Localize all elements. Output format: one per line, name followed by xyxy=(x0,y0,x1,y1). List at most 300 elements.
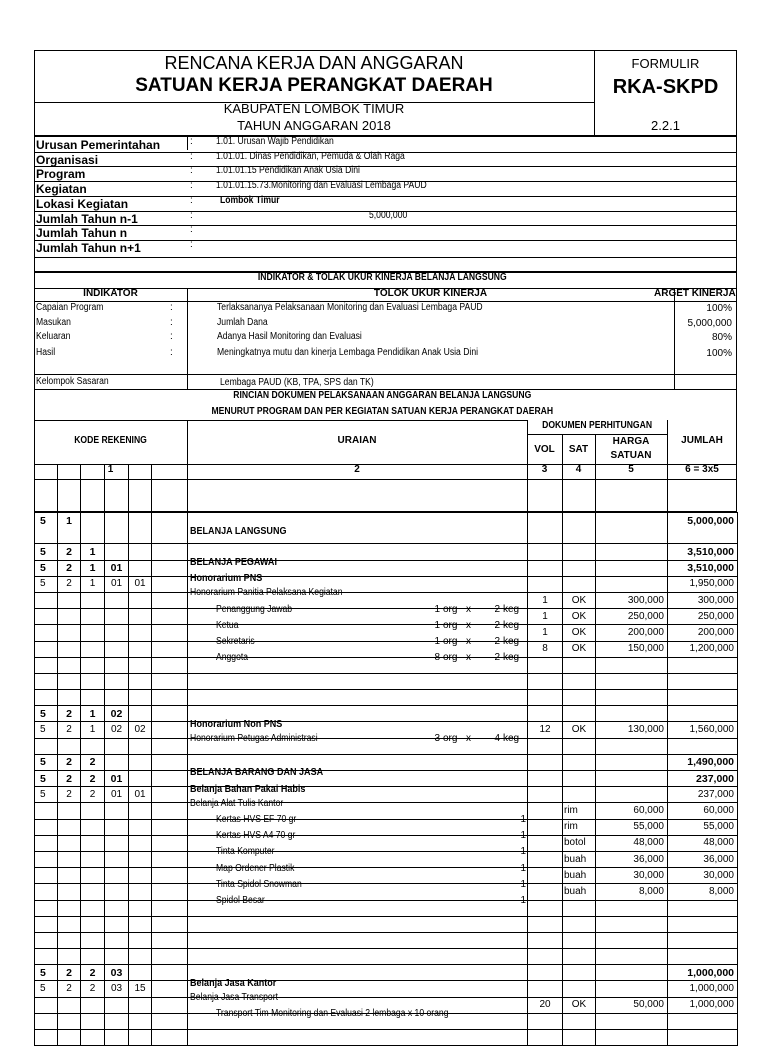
kode-cell: 5 xyxy=(35,771,58,787)
kode-cell xyxy=(129,528,152,544)
sat-cell xyxy=(563,965,596,981)
kode-cell xyxy=(129,1030,152,1046)
kode-cell xyxy=(35,868,58,884)
harga-cell: 200,000 xyxy=(596,625,668,641)
kode-cell xyxy=(152,771,188,787)
unit-2: keg xyxy=(503,603,520,615)
info-value: Lombok Timur xyxy=(220,195,280,206)
kode-cell xyxy=(129,819,152,835)
qty-1: 1 xyxy=(434,635,440,647)
kode-cell xyxy=(152,513,188,529)
rincian-title-1: RINCIAN DOKUMEN PELAKSANAAN ANGGARAN BELANJA LANGSUNG xyxy=(233,390,532,401)
vol-cell xyxy=(528,916,563,932)
kode-cell xyxy=(129,949,152,965)
kode-cell xyxy=(129,706,152,722)
kode-cell: 01 xyxy=(129,576,152,592)
vol-inline: 1 xyxy=(520,894,526,906)
uraian-text: Kertas HVS A4 70 gr xyxy=(216,830,296,842)
kode-cell xyxy=(152,819,188,835)
jumlah-cell xyxy=(668,706,738,722)
indikator-title: INDIKATOR & TOLAK UKUR KINERJA BELANJA LANGSUNG xyxy=(257,272,507,283)
qty-2: 2 xyxy=(494,635,500,647)
harga-cell: 48,000 xyxy=(596,835,668,851)
jumlah-cell: 1,560,000 xyxy=(668,722,738,738)
unit-1: org xyxy=(443,619,458,631)
kode-cell: 01 xyxy=(105,576,129,592)
info-label: Jumlah Tahun n-1 xyxy=(36,212,138,226)
unit-2: keg xyxy=(503,619,520,631)
kode-cell xyxy=(81,609,105,625)
harga-cell xyxy=(596,916,668,932)
uraian-text: Belanja Bahan Pakai Habis xyxy=(190,782,306,795)
vol-cell xyxy=(528,738,563,754)
multiply-sign: x xyxy=(466,603,471,615)
kode-cell xyxy=(105,657,129,673)
kode-cell xyxy=(58,803,81,819)
kode-cell xyxy=(152,916,188,932)
table-row xyxy=(35,932,738,948)
kode-cell xyxy=(129,932,152,948)
dokumen-perhitungan-header: DOKUMEN PERHITUNGAN xyxy=(542,420,653,431)
kode-cell xyxy=(152,1013,188,1029)
qty-2: 4 xyxy=(494,733,500,745)
vol-inline: 1 xyxy=(520,830,526,842)
kode-cell: 01 xyxy=(105,560,129,576)
table-row xyxy=(35,803,738,819)
sat-cell: OK xyxy=(563,722,596,738)
kode-cell xyxy=(105,754,129,770)
kelompok-sasaran-label: Kelompok Sasaran xyxy=(36,376,109,387)
sat-cell: buah xyxy=(563,851,596,867)
kode-cell xyxy=(105,738,129,754)
kode-cell xyxy=(152,625,188,641)
kode-cell: 5 xyxy=(35,981,58,997)
col-number-1: 1 xyxy=(107,464,114,475)
jumlah-header: JUMLAH xyxy=(681,435,723,446)
table-row xyxy=(35,544,738,560)
unit-1: org xyxy=(443,652,458,664)
vol-cell: 8 xyxy=(528,641,563,657)
rka-skpd-form xyxy=(34,50,737,1020)
rincian-title-2: MENURUT PROGRAM DAN PER KEGIATAN SATUAN KERJA PERANGKAT DAERAH xyxy=(211,406,554,417)
kode-cell xyxy=(129,771,152,787)
info-separator: : xyxy=(190,239,193,250)
uraian-cell xyxy=(188,513,528,537)
vol-cell xyxy=(528,544,563,560)
uraian-text: Kertas HVS EF 70 gr xyxy=(216,813,297,825)
jumlah-cell xyxy=(668,932,738,948)
kode-cell xyxy=(152,657,188,673)
kode-cell xyxy=(105,835,129,851)
sat-cell xyxy=(563,528,596,544)
vol-cell xyxy=(528,528,563,544)
kode-cell xyxy=(105,900,129,916)
kode-cell xyxy=(129,690,152,706)
uraian-text: Belanja Jasa Kantor xyxy=(190,976,277,989)
sat-cell xyxy=(563,787,596,803)
indikator-label: Keluaran xyxy=(36,331,71,342)
col-number-5: 5 xyxy=(628,464,634,475)
jumlah-cell: 48,000 xyxy=(668,835,738,851)
vol-cell xyxy=(528,884,563,900)
harga-cell: 150,000 xyxy=(596,641,668,657)
uraian-text: Tinta Komputer xyxy=(216,846,275,858)
kode-cell xyxy=(152,803,188,819)
kode-cell: 1 xyxy=(81,576,105,592)
harga-cell xyxy=(596,706,668,722)
indikator-separator: : xyxy=(170,331,173,342)
info-value: 1.01.01.15.73.Monitoring dan Evaluasi Lembaga PAUD xyxy=(216,180,427,191)
kode-cell: 01 xyxy=(129,787,152,803)
info-value: 1.01.01.15 Pendidikan Anak Usia Dini xyxy=(216,165,360,176)
kode-cell xyxy=(105,1013,129,1029)
table-row xyxy=(35,965,738,981)
kode-cell xyxy=(35,803,58,819)
kode-cell xyxy=(105,641,129,657)
kode-cell: 2 xyxy=(81,981,105,997)
uraian-text: Anggota xyxy=(216,652,249,664)
sat-cell xyxy=(563,1013,596,1029)
jumlah-cell xyxy=(668,738,738,754)
table-row xyxy=(35,771,738,787)
jumlah-cell xyxy=(668,673,738,689)
kode-cell xyxy=(81,738,105,754)
kode-cell xyxy=(35,916,58,932)
sat-cell xyxy=(563,513,596,529)
uraian-text: BELANJA BARANG DAN JASA xyxy=(190,766,324,779)
col-number-4: 4 xyxy=(575,464,582,475)
harga-cell xyxy=(596,513,668,529)
kode-cell xyxy=(81,868,105,884)
info-label: Organisasi xyxy=(36,153,99,167)
table-row xyxy=(35,560,738,576)
kode-cell: 2 xyxy=(58,722,81,738)
kode-cell xyxy=(129,560,152,576)
harga-header-2: SATUAN xyxy=(610,450,652,461)
table-row xyxy=(35,592,738,608)
sat-cell xyxy=(563,706,596,722)
uraian-header: URAIAN xyxy=(337,435,377,446)
kode-cell xyxy=(105,819,129,835)
uraian-text: Sekretaris xyxy=(216,635,255,647)
kelompok-sasaran-value: Lembaga PAUD (KB, TPA, SPS dan TK) xyxy=(220,377,374,388)
title-line-1: RENCANA KERJA DAN ANGGARAN xyxy=(164,53,464,73)
kode-cell xyxy=(152,592,188,608)
vol-cell xyxy=(528,690,563,706)
sat-cell xyxy=(563,544,596,560)
jumlah-cell: 1,000,000 xyxy=(668,981,738,997)
kode-cell xyxy=(129,592,152,608)
unit-2: keg xyxy=(503,635,520,647)
sat-cell: OK xyxy=(563,997,596,1013)
kode-cell xyxy=(152,738,188,754)
table-row xyxy=(35,884,738,900)
info-separator: : xyxy=(190,195,193,206)
vol-cell xyxy=(528,754,563,770)
jumlah-cell: 5,000,000 xyxy=(668,513,738,529)
kode-cell xyxy=(35,1013,58,1029)
kode-cell xyxy=(152,787,188,803)
info-label: Program xyxy=(36,167,86,181)
uraian-text: BELANJA PEGAWAI xyxy=(190,555,277,568)
jumlah-cell: 1,490,000 xyxy=(668,754,738,770)
kode-cell xyxy=(58,625,81,641)
jumlah-cell: 36,000 xyxy=(668,851,738,867)
kode-cell xyxy=(35,949,58,965)
kode-cell: 5 xyxy=(35,560,58,576)
kode-cell xyxy=(129,868,152,884)
harga-cell: 50,000 xyxy=(596,997,668,1013)
sat-cell: buah xyxy=(563,868,596,884)
table-row xyxy=(35,513,738,529)
indikator-label: Capaian Program xyxy=(36,302,104,313)
info-label: Jumlah Tahun n xyxy=(36,226,128,240)
jumlah-cell: 300,000 xyxy=(668,592,738,608)
uraian-cell xyxy=(188,916,528,932)
table-row xyxy=(35,900,738,916)
uraian-text: Honorarium PNS xyxy=(190,572,263,585)
kode-cell xyxy=(152,997,188,1013)
uraian-text: Spidol Besar xyxy=(216,894,265,906)
table-row xyxy=(35,835,738,851)
kode-cell xyxy=(35,884,58,900)
kode-cell: 2 xyxy=(58,965,81,981)
kode-cell xyxy=(35,673,58,689)
qty-1: 1 xyxy=(434,603,440,615)
kode-cell xyxy=(35,997,58,1013)
tolok-ukur-value: Jumlah Dana xyxy=(217,317,268,328)
jumlah-cell xyxy=(668,949,738,965)
info-separator: : xyxy=(190,151,193,162)
kode-cell xyxy=(129,657,152,673)
jumlah-cell: 1,200,000 xyxy=(668,641,738,657)
info-value: 1.01. Urusan Wajib Pendidikan xyxy=(216,136,334,147)
kode-cell xyxy=(152,981,188,997)
sat-cell xyxy=(563,932,596,948)
harga-cell xyxy=(596,544,668,560)
kode-cell: 2 xyxy=(81,771,105,787)
table-row xyxy=(35,949,738,965)
kode-cell xyxy=(81,916,105,932)
kode-cell: 1 xyxy=(81,722,105,738)
kode-cell: 1 xyxy=(81,544,105,560)
kode-cell xyxy=(152,851,188,867)
kode-cell xyxy=(81,884,105,900)
qty-2: 2 xyxy=(494,619,500,631)
kode-cell xyxy=(35,625,58,641)
kode-cell xyxy=(58,641,81,657)
qty-1: 8 xyxy=(434,652,440,664)
kode-cell xyxy=(129,803,152,819)
kode-cell xyxy=(58,916,81,932)
kode-cell xyxy=(105,673,129,689)
indikator-col-header: INDIKATOR xyxy=(83,288,138,299)
kode-cell xyxy=(81,819,105,835)
kode-cell: 5 xyxy=(35,544,58,560)
tolok-ukur-value: Meningkatnya mutu dan kinerja Lembaga Pendidikan Anak Usia Dini xyxy=(217,347,479,358)
vol-inline: 1 xyxy=(520,813,526,825)
kode-cell: 2 xyxy=(58,981,81,997)
table-row xyxy=(35,997,738,1013)
kode-cell xyxy=(81,851,105,867)
kode-cell xyxy=(81,1013,105,1029)
vol-cell xyxy=(528,787,563,803)
kode-cell xyxy=(105,544,129,560)
kode-cell xyxy=(81,641,105,657)
info-label: Lokasi Kegiatan xyxy=(36,197,129,211)
jumlah-cell: 60,000 xyxy=(668,803,738,819)
kode-cell xyxy=(105,625,129,641)
rincian-table xyxy=(34,512,738,1046)
uraian-text: Honorarium Petugas Administrasi xyxy=(190,733,318,745)
kode-cell: 5 xyxy=(35,787,58,803)
kode-cell xyxy=(129,738,152,754)
jumlah-cell xyxy=(668,900,738,916)
kode-cell xyxy=(58,835,81,851)
kode-cell xyxy=(129,609,152,625)
kode-cell xyxy=(35,1030,58,1046)
kode-cell: 02 xyxy=(105,722,129,738)
table-row xyxy=(35,819,738,835)
harga-cell xyxy=(596,932,668,948)
vol-cell xyxy=(528,949,563,965)
table-row xyxy=(35,690,738,706)
harga-cell xyxy=(596,560,668,576)
uraian-cell xyxy=(188,625,528,647)
table-row xyxy=(35,528,738,544)
qty-1: 3 xyxy=(434,733,440,745)
harga-cell: 300,000 xyxy=(596,592,668,608)
info-value: 5,000,000 xyxy=(369,210,408,221)
info-label: Kegiatan xyxy=(36,182,87,196)
jumlah-cell xyxy=(668,690,738,706)
kode-cell xyxy=(129,641,152,657)
uraian-text: Map Ordener Plastik xyxy=(216,862,295,874)
info-label: Urusan Pemerintahan xyxy=(36,138,161,152)
sat-cell: OK xyxy=(563,625,596,641)
vol-cell xyxy=(528,513,563,529)
kode-cell: 5 xyxy=(35,513,58,529)
target-kinerja-value: 100% xyxy=(706,303,732,314)
kode-cell xyxy=(58,1030,81,1046)
kode-cell xyxy=(152,673,188,689)
vol-cell xyxy=(528,981,563,997)
harga-cell xyxy=(596,949,668,965)
vol-cell xyxy=(528,803,563,819)
kode-cell xyxy=(105,851,129,867)
kode-cell xyxy=(129,916,152,932)
kode-cell xyxy=(129,835,152,851)
info-label: Jumlah Tahun n+1 xyxy=(36,241,141,255)
harga-header-1: HARGA xyxy=(612,436,650,447)
vol-cell xyxy=(528,868,563,884)
sat-cell: rim xyxy=(563,803,596,819)
kode-cell: 2 xyxy=(58,544,81,560)
kode-cell xyxy=(58,819,81,835)
info-separator: : xyxy=(190,136,193,147)
vol-header: VOL xyxy=(534,444,555,455)
kode-cell xyxy=(35,641,58,657)
harga-cell xyxy=(596,738,668,754)
harga-cell: 55,000 xyxy=(596,819,668,835)
kode-cell: 2 xyxy=(81,787,105,803)
kode-cell xyxy=(152,528,188,544)
vol-cell xyxy=(528,771,563,787)
kode-cell xyxy=(58,657,81,673)
vol-cell: 12 xyxy=(528,722,563,738)
indikator-label: Hasil xyxy=(36,347,56,358)
unit-2: keg xyxy=(503,652,520,664)
kode-cell xyxy=(35,528,58,544)
info-separator: : xyxy=(190,224,193,235)
harga-cell xyxy=(596,673,668,689)
kode-cell xyxy=(152,965,188,981)
unit-2: keg xyxy=(503,733,520,745)
uraian-cell xyxy=(188,949,528,965)
info-separator: : xyxy=(190,165,193,176)
kode-cell: 2 xyxy=(81,754,105,770)
kode-cell xyxy=(152,609,188,625)
kode-cell xyxy=(129,673,152,689)
kode-cell xyxy=(35,657,58,673)
uraian-text: Penanggung Jawab xyxy=(216,603,293,615)
qty-2: 2 xyxy=(494,603,500,615)
uraian-text: Honorarium Panitia Pelaksana Kegiatan xyxy=(190,587,343,599)
kode-cell xyxy=(81,900,105,916)
jumlah-cell: 1,950,000 xyxy=(668,576,738,592)
table-row xyxy=(35,1030,738,1046)
table-row xyxy=(35,754,738,770)
kode-cell xyxy=(35,932,58,948)
vol-inline: 1 xyxy=(520,846,526,858)
kode-cell: 5 xyxy=(35,576,58,592)
kode-cell xyxy=(81,657,105,673)
tahun-anggaran-label: TAHUN ANGGARAN 2018 xyxy=(237,118,391,133)
harga-cell xyxy=(596,690,668,706)
kode-cell xyxy=(35,819,58,835)
multiply-sign: x xyxy=(466,619,471,631)
sat-cell: rim xyxy=(563,819,596,835)
jumlah-cell: 30,000 xyxy=(668,868,738,884)
jumlah-cell: 3,510,000 xyxy=(668,560,738,576)
kode-cell xyxy=(58,868,81,884)
table-row xyxy=(35,576,738,592)
form-code: RKA-SKPD xyxy=(612,76,719,98)
kode-cell xyxy=(35,851,58,867)
kode-cell: 2 xyxy=(58,560,81,576)
harga-cell xyxy=(596,771,668,787)
vol-cell xyxy=(528,932,563,948)
table-row xyxy=(35,868,738,884)
vol-cell xyxy=(528,965,563,981)
harga-cell xyxy=(596,981,668,997)
jumlah-cell xyxy=(668,916,738,932)
uraian-cell xyxy=(188,544,528,568)
sat-cell xyxy=(563,771,596,787)
multiply-sign: x xyxy=(466,652,471,664)
kode-cell xyxy=(58,592,81,608)
harga-cell xyxy=(596,754,668,770)
kode-rekening-header: KODE REKENING xyxy=(74,435,147,446)
uraian-text: Belanja Jasa Transport xyxy=(190,992,278,1004)
vol-cell xyxy=(528,657,563,673)
unit-1: org xyxy=(443,603,458,615)
kode-cell xyxy=(58,1013,81,1029)
table-row xyxy=(35,641,738,657)
kode-cell: 5 xyxy=(35,965,58,981)
kode-cell xyxy=(35,835,58,851)
kode-cell xyxy=(58,851,81,867)
